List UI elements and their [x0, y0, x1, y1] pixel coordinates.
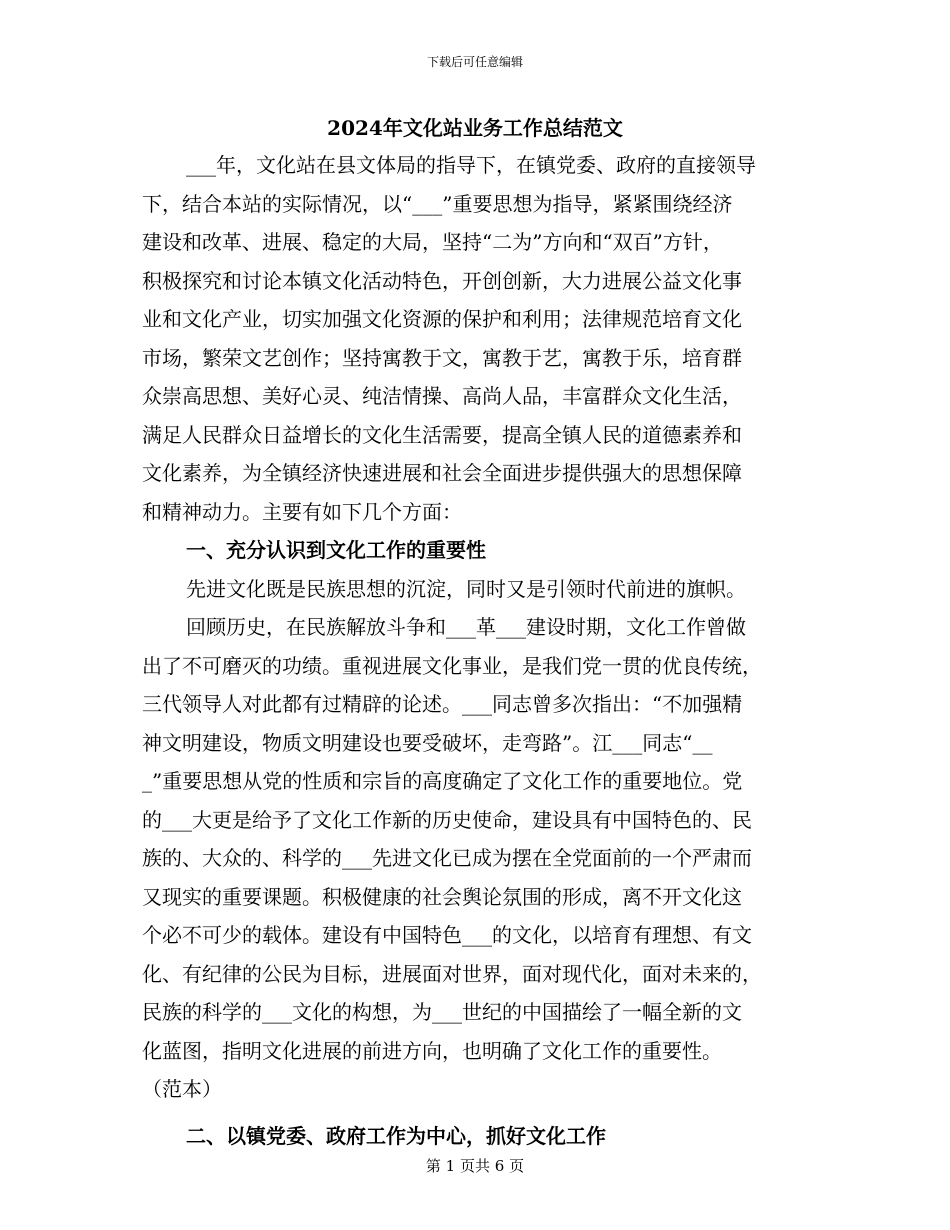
header-note: 下载后可任意编辑	[426, 55, 523, 69]
body-line: 积极探究和讨论本镇文化活动特色，开创创新，大力进展公益文化事	[142, 268, 742, 293]
body-line: 业和文化产业，切实加强文化资源的保护和利用；法律规范培育文化	[142, 307, 742, 331]
body-line: 出了不可磨灭的功绩。重视进展文化事业，是我们党一贯的优良传统，	[142, 653, 762, 678]
page-footer: 第 1 页共 6 页	[425, 1157, 525, 1175]
body-line: 众崇高思想、美好心灵、纯洁情操、高尚人品，丰富群众文化生活，	[142, 384, 742, 408]
body-line: 满足人民群众日益增长的文化生活需要，提高全镇人民的道德素养和	[142, 422, 742, 447]
body-line: 回顾历史，在民族解放斗争和___革___建设时期，文化工作曾做	[186, 615, 746, 639]
body-line: 下，结合本站的实际情况，以“___”重要思想为指导，紧紧围绕经济	[142, 191, 733, 216]
body-line: 化、有纪律的公民为目标，进展面对世界，面对现代化，面对未来的，	[142, 961, 762, 986]
section-heading: 二、以镇党委、政府工作为中心，抓好文化工作	[186, 1123, 606, 1148]
body-line: ___年，文化站在县文体局的指导下，在镇党委、政府的直接领导	[186, 153, 756, 177]
document-title: 2024年文化站业务工作总结范文	[327, 116, 623, 140]
body-line: （范本）	[142, 1077, 222, 1101]
paragraph-spacer	[142, 1109, 806, 1117]
body-line: 三代领导人对此都有过精辟的论述。___同志曾多次指出：“不加强精	[142, 692, 743, 716]
document-body	[142, 146, 806, 1155]
body-line: 市场，繁荣文艺创作；坚持寓教于文，寓教于艺，寓教于乐，培育群	[142, 345, 742, 370]
body-line: 个必不可少的载体。建设有中国特色___的文化，以培育有理想、有文	[142, 923, 752, 947]
body-line: 建设和改革、进展、稳定的大局，坚持“二为”方向和“双百”方针，	[142, 230, 723, 254]
body-line: 族的、大众的、科学的___先进文化已成为摆在全党面前的一个严肃而	[142, 846, 752, 870]
body-line: 化蓝图，指明文化进展的前进方向，也明确了文化工作的重要性。	[142, 1038, 722, 1063]
body-line: 神文明建设，物质文明建设也要受破坏，走弯路”。江___同志“__	[142, 730, 713, 755]
body-line: 民族的科学的___文化的构想，为___世纪的中国描绘了一幅全新的文	[142, 1000, 742, 1024]
body-line: 的___大更是给予了文化工作新的历史使命，建设具有中国特色的、民	[142, 807, 752, 832]
body-line: 先进文化既是民族思想的沉淀，同时又是引领时代前进的旗帜。	[186, 576, 746, 601]
body-line: 文化素养，为全镇经济快速进展和社会全面进步提供强大的思想保障	[142, 461, 742, 485]
body-line: _”重要思想从党的性质和宗旨的高度确定了文化工作的重要地位。党	[142, 769, 743, 793]
body-line: 又现实的重要课题。积极健康的社会舆论氛围的形成，离不开文化这	[142, 884, 742, 909]
body-line: 和精神动力。主要有如下几个方面：	[142, 499, 462, 524]
section-heading: 一、充分认识到文化工作的重要性	[186, 538, 486, 562]
